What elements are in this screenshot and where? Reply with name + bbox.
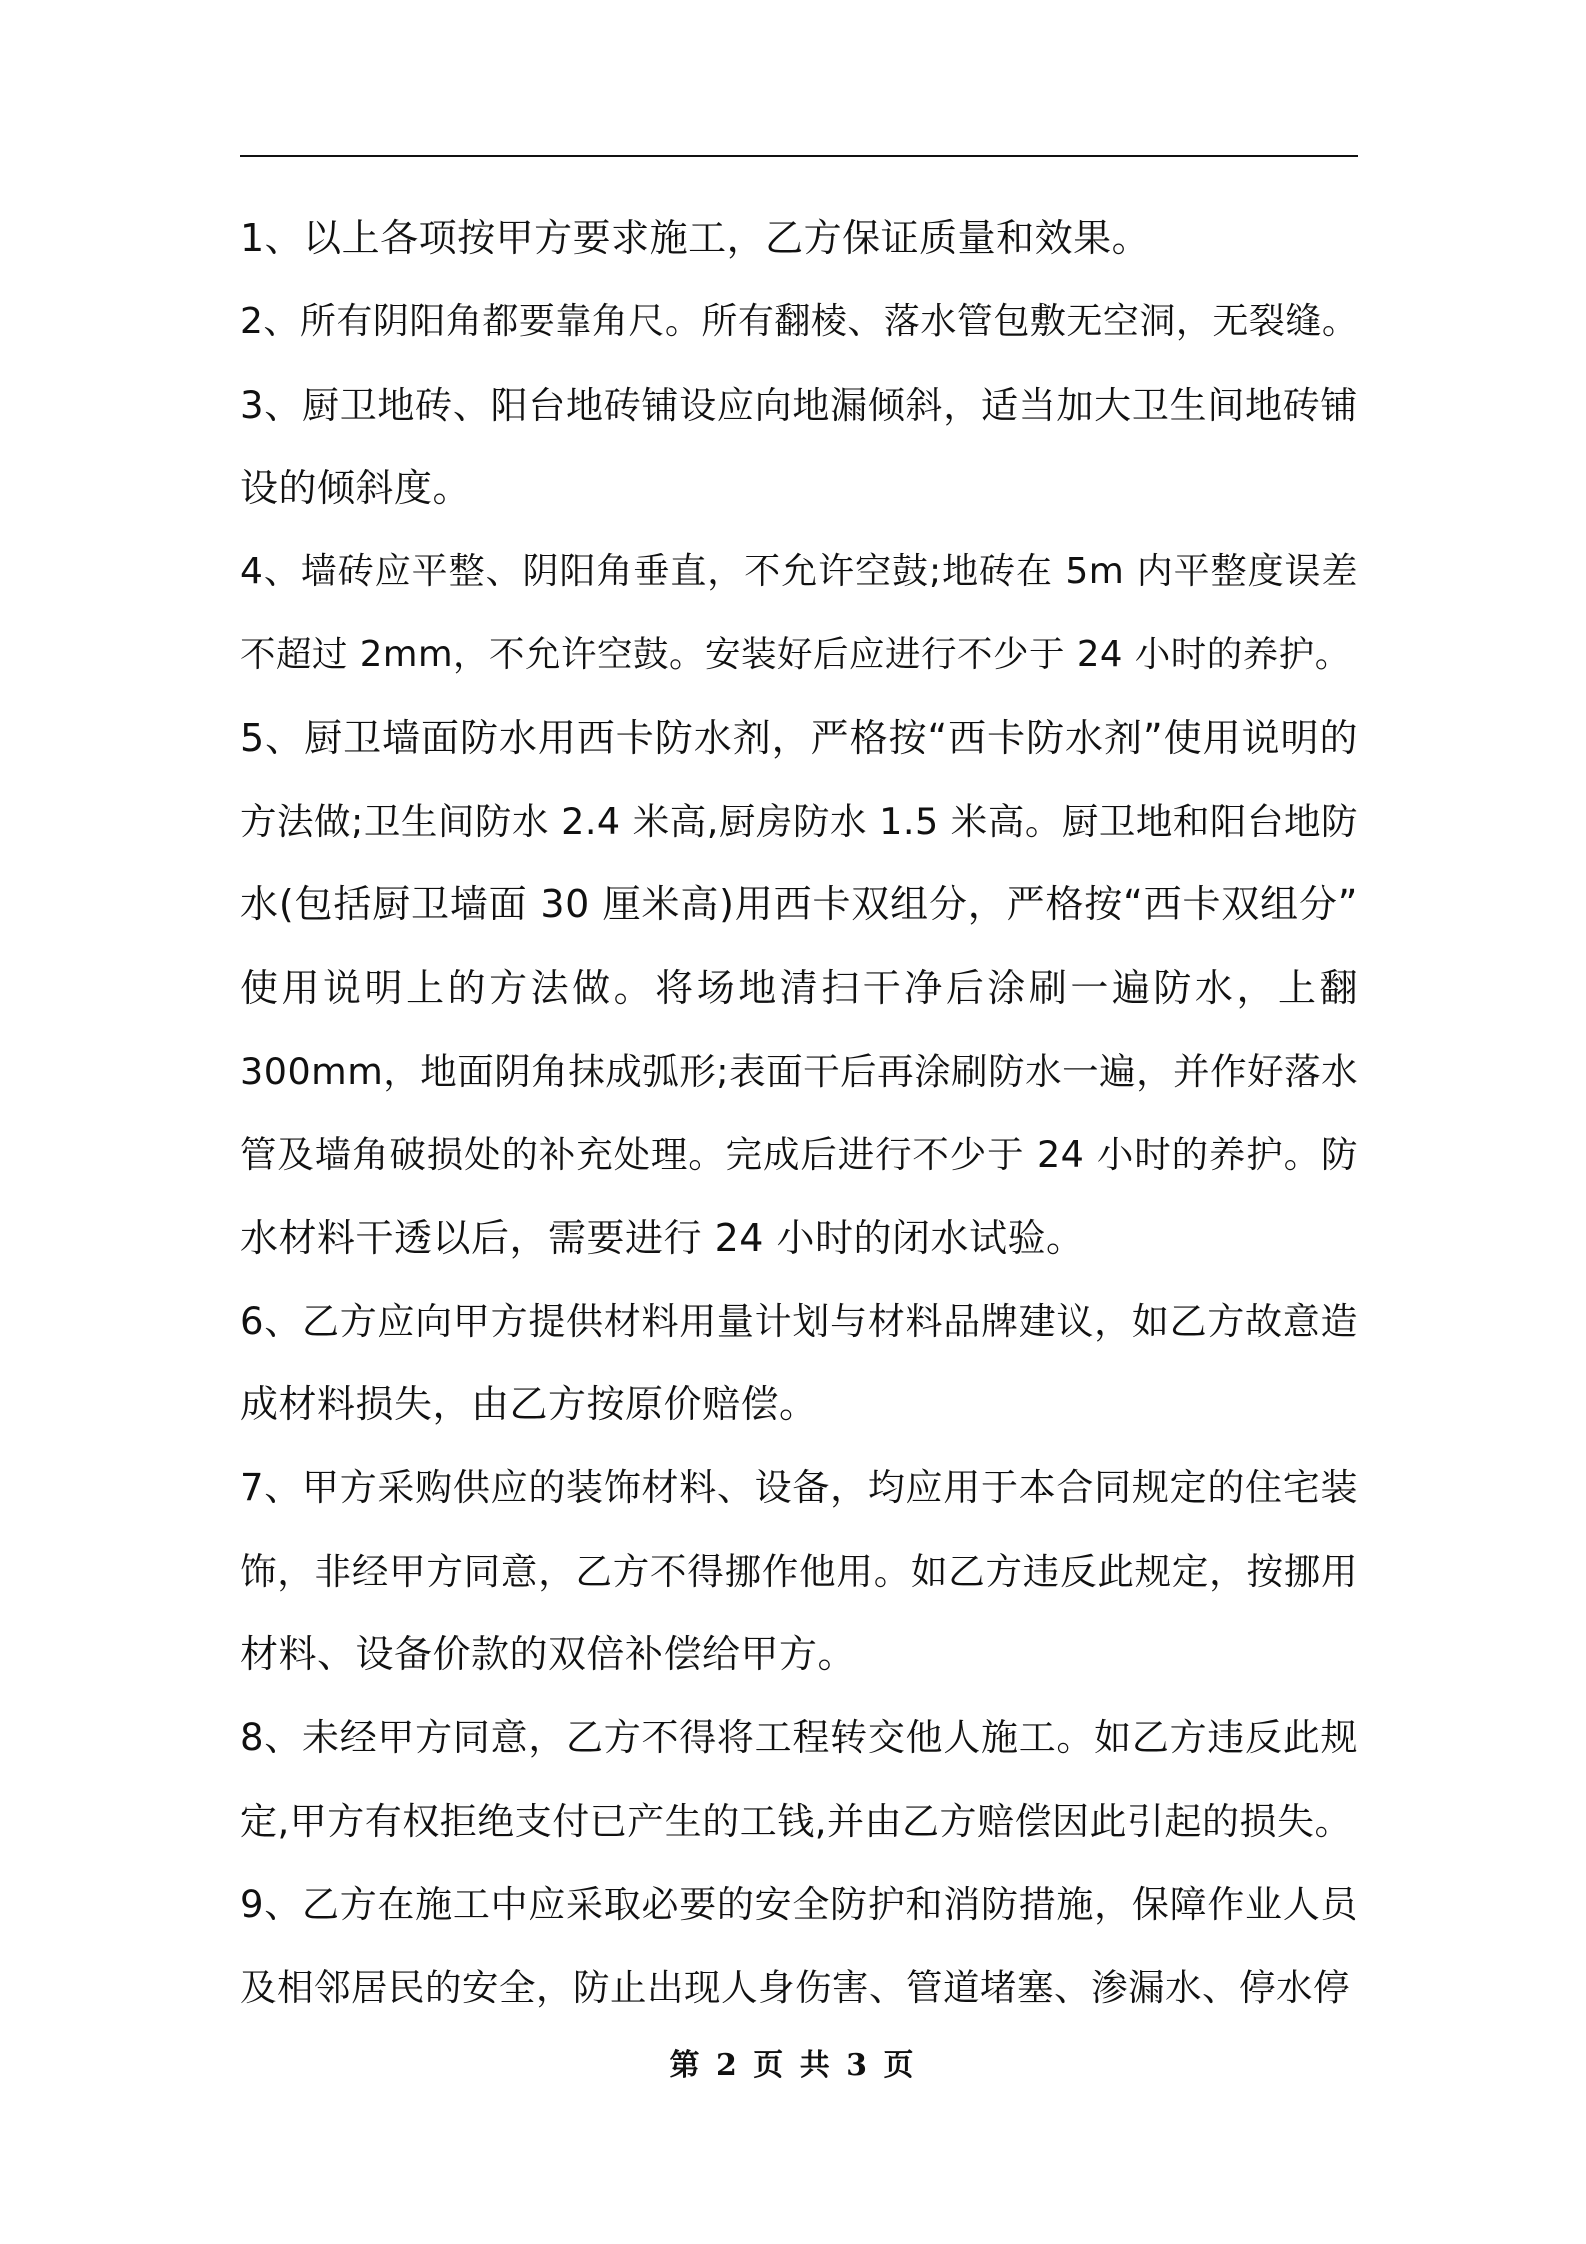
text-line: 材料、设备价款的双倍补偿给甲方。 bbox=[240, 1632, 857, 1677]
text-line: 饰，非经甲方同意，乙方不得挪作他用。如乙方违反此规定，按挪用 bbox=[240, 1549, 1358, 1593]
text-line: 5、厨卫墙面防水用西卡防水剂，严格按“西卡防水剂”使用说明的 bbox=[240, 715, 1358, 760]
clause-paragraph bbox=[240, 280, 1358, 363]
clause-paragraph bbox=[240, 197, 1358, 280]
text-line: 2、所有阴阳角都要靠角尺。所有翻棱、落水管包敷无空洞，无裂缝。 bbox=[240, 301, 1359, 343]
text-line: 9、乙方在施工中应采取必要的安全防护和消防措施，保障作业人员 bbox=[240, 1882, 1358, 1926]
document-body bbox=[240, 197, 1358, 2030]
text-line: 6、乙方应向甲方提供材料用量计划与材料品牌建议，如乙方故意造 bbox=[240, 1299, 1358, 1343]
text-line: 设的倾斜度。 bbox=[240, 465, 472, 510]
text-line: 管及墙角破损处的补充处理。完成后进行不少于 24 小时的养护。防 bbox=[240, 1133, 1358, 1177]
text-line: 定,甲方有权拒绝支付已产生的工钱,并由乙方赔偿因此引起的损失。 bbox=[240, 1799, 1353, 1843]
text-line: 水材料干透以后，需要进行 24 小时的闭水试验。 bbox=[240, 1215, 1085, 1260]
clause-paragraph bbox=[240, 1280, 1358, 1447]
text-line: 水(包括厨卫墙面 30 厘米高)用西卡双组分，严格按“西卡双组分” bbox=[240, 882, 1358, 927]
text-line: 3、厨卫地砖、阳台地砖铺设应向地漏倾斜，适当加大卫生间地砖铺 bbox=[240, 383, 1358, 427]
clause-paragraph bbox=[240, 1696, 1358, 1863]
text-line: 4、墙砖应平整、阴阳角垂直，不允许空鼓;地砖在 5m 内平整度误差 bbox=[240, 551, 1358, 593]
text-line: 8、未经甲方同意，乙方不得将工程转交他人施工。如乙方违反此规 bbox=[240, 1716, 1358, 1760]
text-line: 不超过 2mm，不允许空鼓。安装好后应进行不少于 24 小时的养护。 bbox=[240, 634, 1351, 676]
clause-paragraph bbox=[240, 364, 1358, 531]
text-line: 使用说明上的方法做。将场地清扫干净后涂刷一遍防水，上翻 bbox=[240, 965, 1358, 1010]
page-footer: 第 2 页 共 3 页 bbox=[669, 2048, 917, 2083]
text-line: 及相邻居民的安全，防止出现人身伤害、管道堵塞、渗漏水、停水停 bbox=[240, 1966, 1350, 2010]
text-line: 1、以上各项按甲方要求施工，乙方保证质量和效果。 bbox=[240, 216, 1151, 260]
text-line: 成材料损失，由乙方按原价赔偿。 bbox=[240, 1382, 818, 1427]
clause-paragraph bbox=[240, 1446, 1358, 1696]
text-line: 7、甲方采购供应的装饰材料、设备，均应用于本合同规定的住宅装 bbox=[240, 1466, 1358, 1510]
header-rule bbox=[240, 155, 1358, 157]
clause-paragraph bbox=[240, 1863, 1358, 2030]
clause-paragraph bbox=[240, 530, 1358, 697]
text-line: 方法做;卫生间防水 2.4 米高,厨房防水 1.5 米高。厨卫地和阳台地防 bbox=[240, 800, 1358, 844]
clause-paragraph bbox=[240, 697, 1358, 1280]
text-line: 300mm，地面阴角抹成弧形;表面干后再涂刷防水一遍，并作好落水 bbox=[240, 1049, 1359, 1093]
